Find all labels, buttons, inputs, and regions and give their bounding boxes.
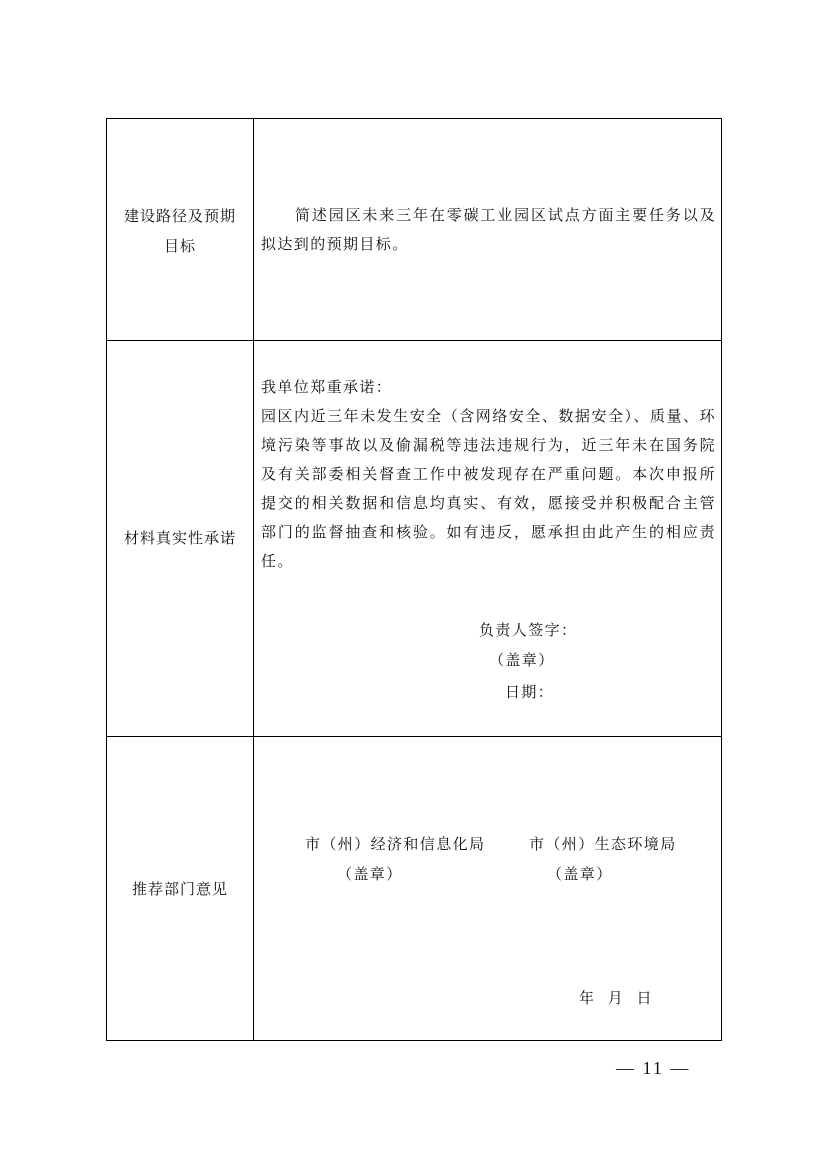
recommendation-label: 推荐部门意见 bbox=[131, 880, 228, 898]
commitment-date: 日期： bbox=[505, 683, 555, 701]
ecology-bureau-seal: （盖章） bbox=[547, 865, 613, 883]
column-divider bbox=[253, 119, 254, 1040]
commitment-label: 材料真实性承诺 bbox=[123, 529, 236, 547]
ecology-bureau-name: 市（州）生态环境局 bbox=[529, 835, 677, 853]
economy-bureau-seal: （盖章） bbox=[337, 865, 403, 883]
path-goals-content: 简述园区未来三年在零碳工业园区试点方面主要任务以及拟达到的预期目标。 bbox=[261, 206, 716, 253]
path-goals-label-line1: 建设路径及预期 bbox=[123, 207, 236, 225]
commitment-seal: （盖章） bbox=[489, 651, 555, 669]
signature-line: 负责人签字： bbox=[479, 621, 578, 639]
path-goals-label bbox=[107, 201, 253, 261]
economy-bureau-name: 市（州）经济和信息化局 bbox=[305, 835, 486, 853]
path-goals-label-line2: 目标 bbox=[163, 237, 196, 255]
commitment-body: 园区内近三年未发生安全（含网络安全、数据安全）、质量、环境污染等事故以及偷漏税等违法违规行为，近三年未在国务院及有关部委相关督查工作中被发现存在严重问题。本次申报所提交的相关数据和信息均真实、有效，愿接受并积极配合主管部门的监督抽查和核验。如有违反，愿承担由此产生的相应责任。 bbox=[261, 407, 716, 570]
page-number: — 11 — bbox=[616, 1058, 691, 1078]
row-divider bbox=[107, 340, 721, 341]
application-form-table bbox=[106, 118, 722, 1041]
row-divider bbox=[107, 736, 721, 737]
commitment-intro: 我单位郑重承诺： bbox=[261, 378, 393, 396]
recommendation-date: 年 月 日 bbox=[579, 989, 653, 1007]
